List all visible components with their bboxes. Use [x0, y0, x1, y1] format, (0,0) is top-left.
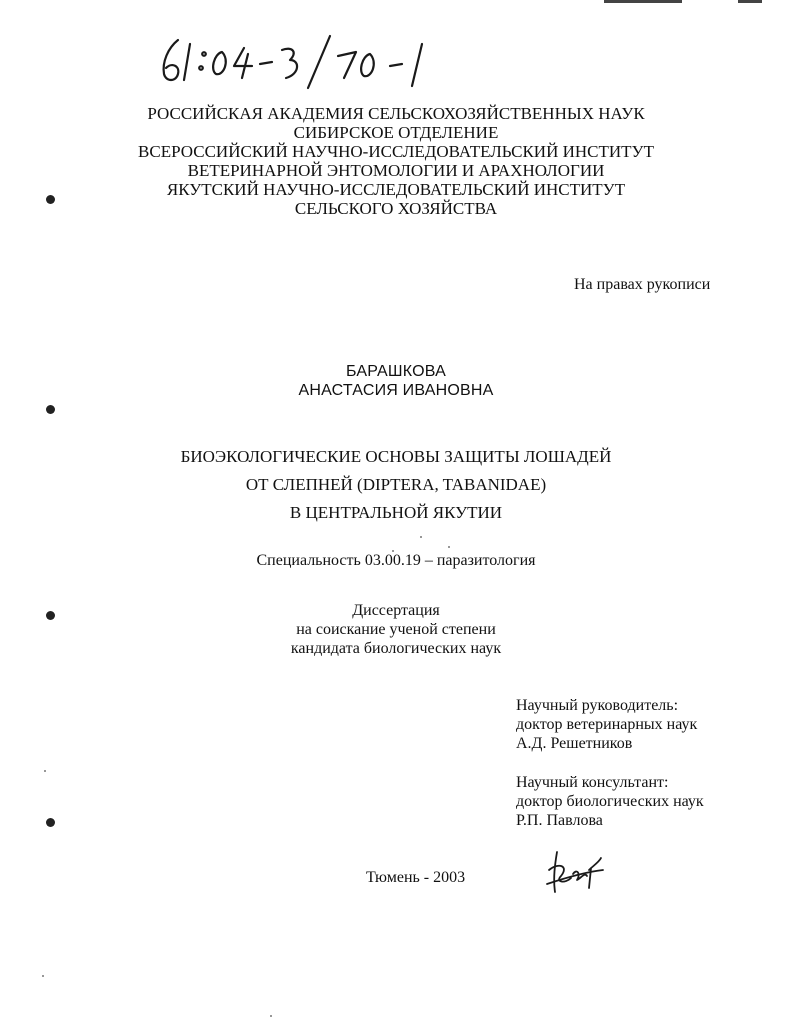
binder-hole [46, 818, 55, 827]
scan-artifact-top [604, 0, 682, 3]
handwritten-archive-number [150, 30, 460, 90]
degree-block [0, 601, 792, 658]
degree-line: кандидата биологических наук [290, 640, 502, 657]
author-given-names: АНАСТАСИЯ ИВАНОВНА [298, 382, 494, 399]
scan-speck [44, 770, 46, 772]
degree-line: Диссертация [352, 602, 440, 619]
dissertation-title [0, 447, 792, 522]
organization-line: СИБИРСКОЕ ОТДЕЛЕНИЕ [293, 123, 499, 142]
handwritten-signature [545, 848, 605, 896]
title-line: БИОЭКОЛОГИЧЕСКИЕ ОСНОВЫ ЗАЩИТЫ ЛОШАДЕЙ [180, 447, 612, 466]
consultant-role: Научный консультант: [516, 774, 669, 791]
organization-line: ВСЕРОССИЙСКИЙ НАУЧНО-ИССЛЕДОВАТЕЛЬСКИЙ ИНСТИТУТ [138, 142, 654, 161]
supervisor-block [516, 696, 697, 753]
scan-speck [420, 536, 422, 538]
binder-hole [46, 405, 55, 414]
scan-speck [448, 546, 450, 548]
supervisor-name: А.Д. Решетников [516, 735, 633, 752]
scan-speck [42, 975, 44, 977]
consultant-block [516, 773, 704, 830]
place-year: Тюмень - 2003 [366, 869, 466, 886]
consultant-name: Р.П. Павлова [516, 812, 603, 829]
organization-line: СЕЛЬСКОГО ХОЗЯЙСТВА [294, 199, 498, 218]
organization-header [0, 104, 792, 218]
manuscript-note: На правах рукописи [574, 276, 711, 293]
organization-line: РОССИЙСКАЯ АКАДЕМИЯ СЕЛЬСКОХОЗЯЙСТВЕННЫХ НАУК [147, 104, 645, 123]
organization-line: ВЕТЕРИНАРНОЙ ЭНТОМОЛОГИИ И АРАХНОЛОГИИ [187, 161, 605, 180]
scan-speck [270, 1015, 272, 1017]
author-block [0, 362, 792, 400]
author-surname: БАРАШКОВА [346, 363, 446, 380]
supervisor-role: Научный руководитель: [516, 697, 679, 714]
scan-artifact-top-right [738, 0, 762, 3]
title-line: В ЦЕНТРАЛЬНОЙ ЯКУТИИ [289, 503, 503, 522]
consultant-degree: доктор биологических наук [516, 793, 704, 810]
supervisor-degree: доктор ветеринарных наук [516, 716, 698, 733]
specialty: Специальность 03.00.19 – паразитология [256, 552, 536, 569]
organization-line: ЯКУТСКИЙ НАУЧНО-ИССЛЕДОВАТЕЛЬСКИЙ ИНСТИТУТ [166, 180, 626, 199]
title-line: ОТ СЛЕПНЕЙ (DIPTERA, TABANIDAE) [245, 475, 547, 494]
degree-line: на соискание ученой степени [296, 621, 496, 638]
